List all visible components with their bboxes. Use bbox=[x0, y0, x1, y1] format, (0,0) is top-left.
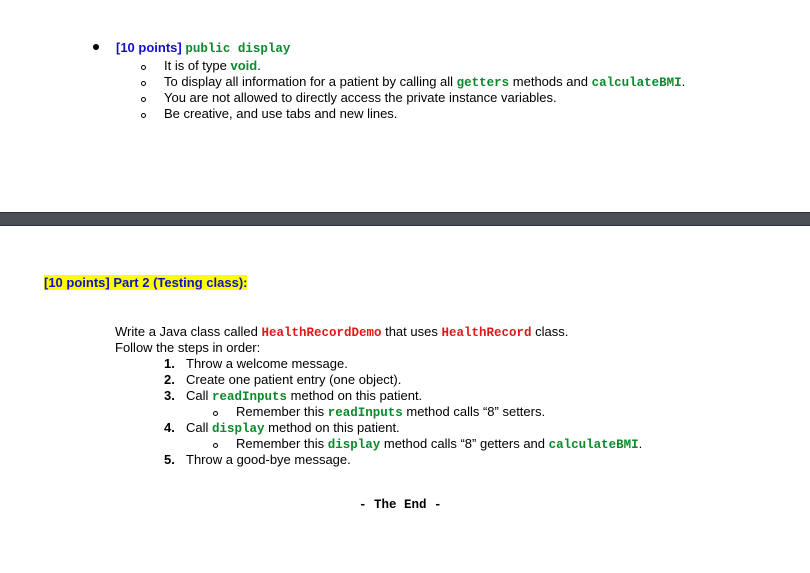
step-2-sub-seg-0: Remember this bbox=[236, 404, 328, 419]
part2-intro bbox=[115, 324, 568, 341]
step-3-sub-seg-0: Remember this bbox=[236, 436, 328, 451]
step-2-sub-seg-2: method calls “8” setters. bbox=[402, 404, 546, 419]
part2-heading-points: [10 points] bbox=[44, 275, 110, 290]
part1-sub-3-seg-0: Be creative, and use tabs and new lines. bbox=[164, 106, 398, 121]
step-item bbox=[164, 452, 351, 468]
step-item bbox=[164, 356, 348, 372]
part1-sub-1-seg-0: To display all information for a patient by calling all bbox=[164, 74, 457, 89]
step-item bbox=[164, 372, 401, 388]
part1-signature: public display bbox=[185, 42, 291, 56]
step-0-seg-0: Throw a welcome message. bbox=[186, 356, 348, 371]
part1-sub-1-seg-4: . bbox=[681, 74, 686, 89]
step-3-sub-seg-2: method calls “8” getters and bbox=[380, 436, 549, 451]
circle-bullet-icon bbox=[141, 65, 146, 70]
part1-sub-item bbox=[164, 74, 685, 91]
circle-bullet-icon bbox=[141, 113, 146, 118]
step-number: 2. bbox=[164, 372, 175, 387]
intro-middle: that uses bbox=[381, 324, 442, 339]
intro-used-class: HealthRecord bbox=[441, 326, 532, 340]
intro-prefix: Write a Java class called bbox=[115, 324, 262, 339]
step-3-seg-0: Call bbox=[186, 420, 213, 435]
step-4-seg-0: Throw a good-bye message. bbox=[186, 452, 351, 467]
part2-follow: Follow the steps in order: bbox=[115, 340, 261, 355]
step-sub-item bbox=[236, 404, 545, 421]
page-divider bbox=[0, 212, 810, 226]
part2-heading bbox=[44, 275, 247, 291]
step-sub-item bbox=[236, 436, 642, 453]
step-number: 4. bbox=[164, 420, 175, 435]
end-text: - The End - bbox=[359, 498, 442, 512]
part1-sub-0-seg-2: . bbox=[257, 58, 261, 73]
part1-sub-1-seg-2: methods and bbox=[509, 74, 592, 89]
step-number: 3. bbox=[164, 388, 175, 403]
part1-sub-2-seg-0: You are not allowed to directly access the private instance variables. bbox=[164, 90, 557, 105]
circle-bullet-icon bbox=[213, 443, 218, 448]
part1-sub-item bbox=[164, 106, 397, 122]
step-item bbox=[164, 420, 400, 437]
circle-bullet-icon bbox=[141, 97, 146, 102]
step-1-seg-0: Create one patient entry (one object). bbox=[186, 372, 402, 387]
part1-sub-1-seg-3: calculateBMI bbox=[591, 76, 682, 90]
part1-sub-item bbox=[164, 58, 261, 74]
bullet-icon bbox=[93, 44, 99, 50]
step-3-sub-seg-3: calculateBMI bbox=[548, 438, 639, 452]
step-3-seg-1: display bbox=[212, 422, 265, 436]
step-number: 1. bbox=[164, 356, 175, 371]
part2-heading-text: Part 2 (Testing class): bbox=[109, 275, 248, 290]
step-item bbox=[164, 388, 422, 405]
part1-sub-0-seg-0: It is of type bbox=[164, 58, 231, 73]
part1-points: [10 points] bbox=[116, 40, 182, 55]
step-2-seg-2: method on this patient. bbox=[287, 388, 423, 403]
part1-sub-0-seg-1: void bbox=[230, 58, 258, 73]
step-2-seg-1: readInputs bbox=[212, 390, 288, 404]
circle-bullet-icon bbox=[141, 81, 146, 86]
part1-sub-1-seg-1: getters bbox=[456, 76, 510, 90]
intro-suffix: class. bbox=[531, 324, 569, 339]
step-2-seg-0: Call bbox=[186, 388, 213, 403]
step-3-sub-seg-4: . bbox=[638, 436, 643, 451]
part1-heading bbox=[116, 40, 290, 57]
intro-class-name: HealthRecordDemo bbox=[261, 326, 382, 340]
step-3-seg-2: method on this patient. bbox=[264, 420, 400, 435]
step-number: 5. bbox=[164, 452, 175, 467]
page-upper bbox=[0, 0, 810, 212]
circle-bullet-icon bbox=[213, 411, 218, 416]
step-2-sub-seg-1: readInputs bbox=[327, 406, 403, 420]
step-3-sub-seg-1: display bbox=[327, 438, 381, 452]
part1-sub-item bbox=[164, 90, 557, 106]
